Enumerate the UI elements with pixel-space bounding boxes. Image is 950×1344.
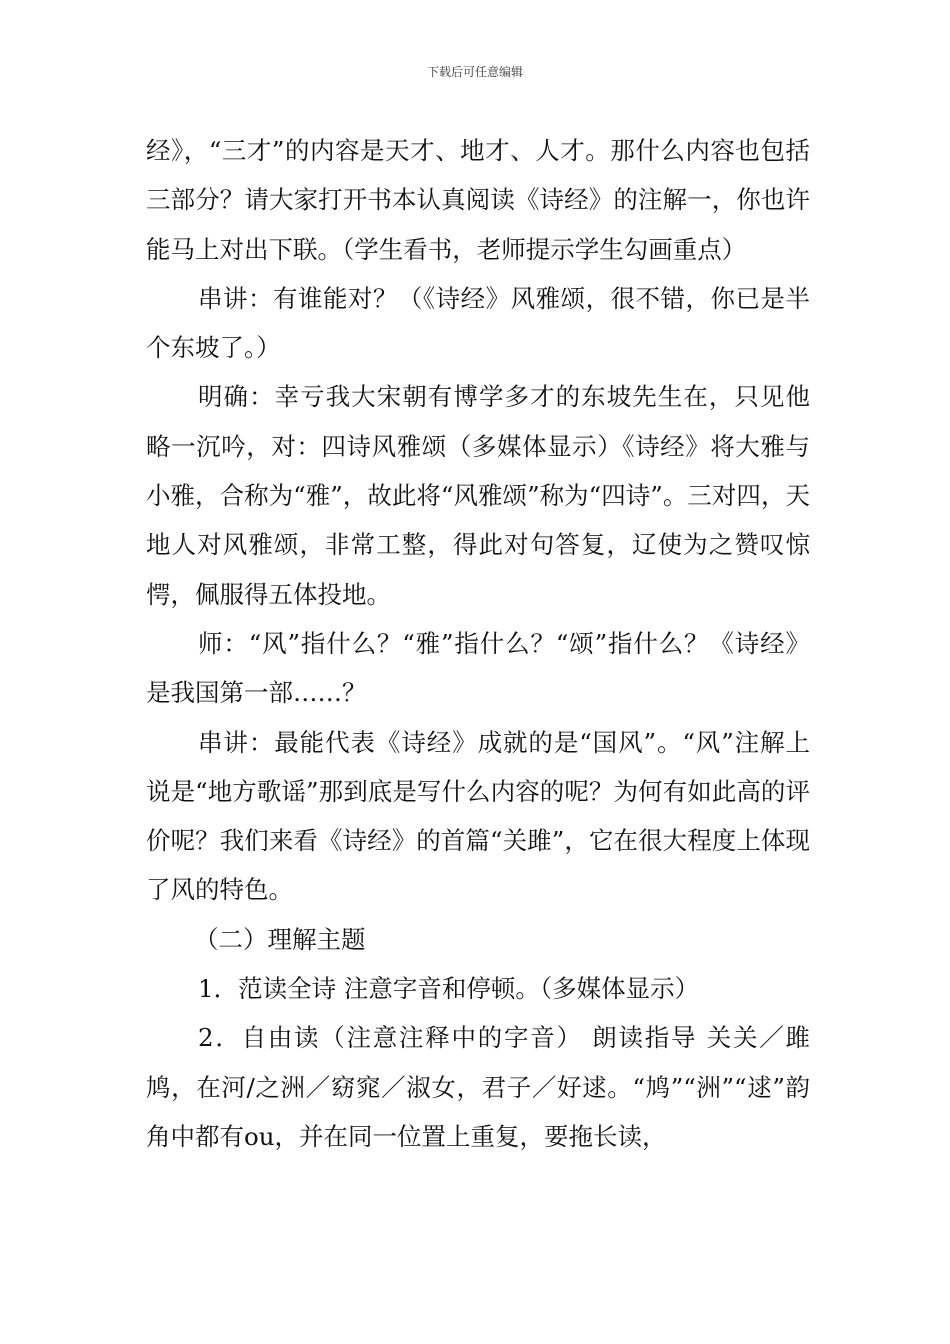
section-heading-understand-theme: （二）理解主题 bbox=[194, 924, 366, 954]
paragraph-chuanjiang-1: 串讲：有谁能对？（《诗经》风雅颂，很不错，你已是半个东坡了。） bbox=[146, 283, 810, 363]
paragraph-san-cai: 经》，“三才”的内容是天才、地才、人才。那什么内容也包括三部分？请大家打开书本认真阅读《诗经》的注解一，你也许能马上对出下联。（学生看书，老师提示学生勾画重点） bbox=[146, 136, 810, 264]
paragraph-shi: 师：“风”指什么？“雅”指什么？“颂”指什么？《诗经》是我国第一部……？ bbox=[146, 628, 810, 708]
document-body bbox=[146, 126, 810, 1161]
paragraph-mingque: 明确：幸亏我大宋朝有博学多才的东坡先生在，只见他略一沉吟，对：四诗风雅颂（多媒体显示）《诗经》将大雅与小雅，合称为“雅”，故此将“风雅颂”称为“四诗”。三对四，天地人对风雅颂，非常工整，得此对句答复，辽使为之赞叹惊愕，佩服得五体投地。 bbox=[146, 382, 810, 609]
list-item-1: 1．范读全诗 注意字音和停顿。（多媒体显示） bbox=[198, 974, 700, 1004]
page-header: 下载后可任意编辑 bbox=[426, 65, 523, 79]
list-item-2: 2．自由读（注意注释中的字音） 朗读指导 关关／雎鸠，在河/之洲／窈窕／淑女，君子／好逑。“鸠”“洲”“逑”韵角中都有ou，并在同一位置上重复，要拖长读， bbox=[146, 1023, 810, 1151]
paragraph-chuanjiang-2: 串讲：最能代表《诗经》成就的是“国风”。“风”注解上说是“地方歌谣”那到底是写什么内容的呢？为何有如此高的评价呢？我们来看《诗经》的首篇“关雎”，它在很大程度上体现了风的特色。 bbox=[146, 727, 810, 905]
